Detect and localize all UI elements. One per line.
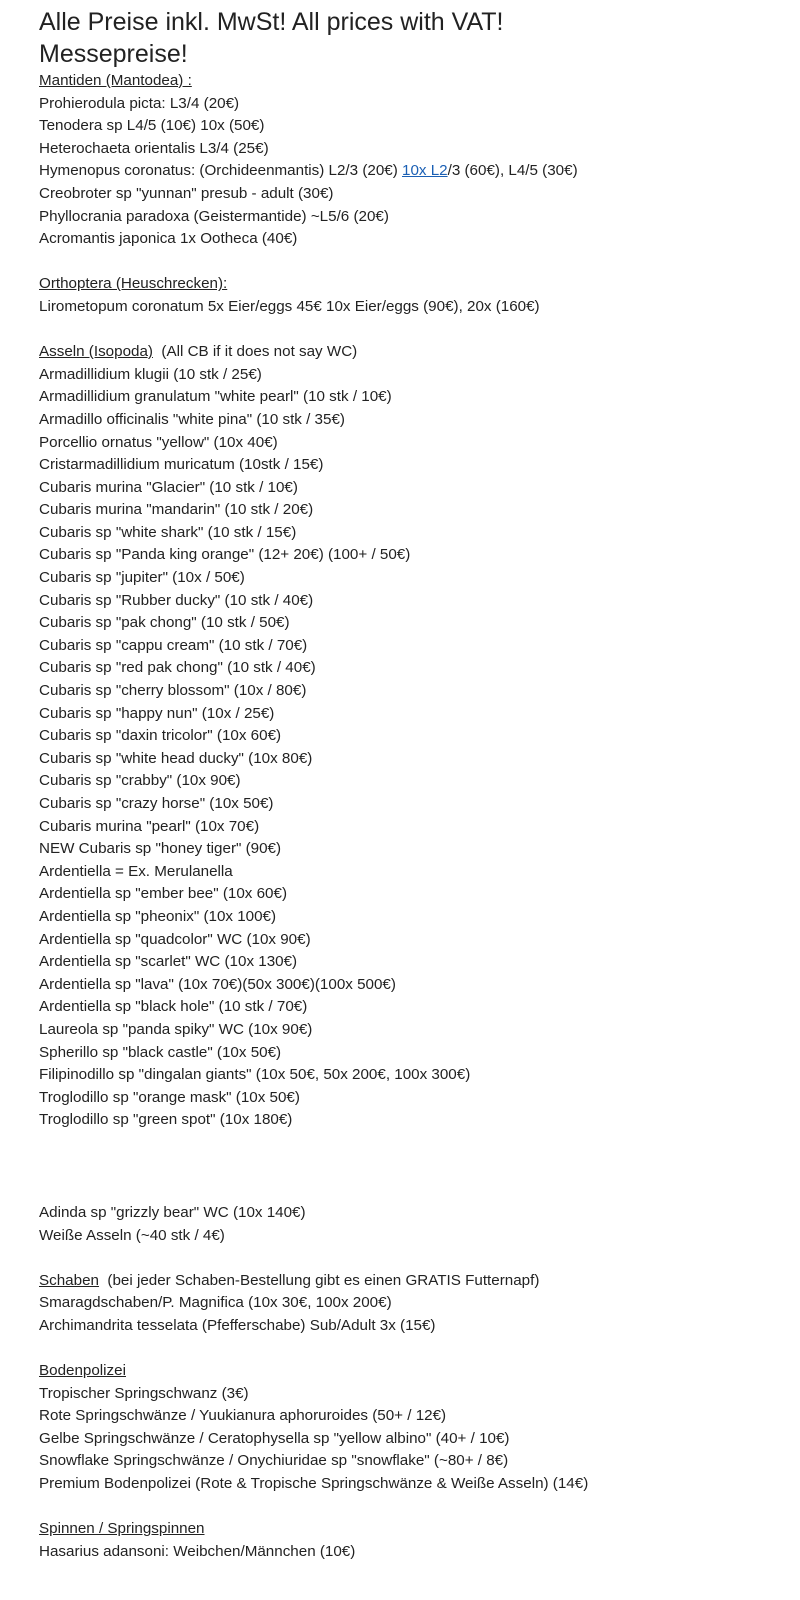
list-item: Cubaris sp "white head ducky" (10x 80€) [39, 749, 313, 767]
list-item: Hasarius adansoni: Weibchen/Männchen (10€) [39, 1542, 356, 1560]
list-item: Acromantis japonica 1x Ootheca (40€) [39, 230, 298, 248]
list-item: Armadillidium granulatum "white pearl" (10 stk / 10€) [39, 388, 392, 406]
list-item: Archimandrita tesselata (Pfefferschabe) Sub/Adult 3x (15€) [39, 1316, 436, 1334]
list-item: Cubaris sp "pak chong" (10 stk / 50€) [39, 614, 290, 632]
list-item: Filipinodillo sp "dingalan giants" (10x 50€, 50x 200€, 100x 300€) [39, 1066, 471, 1084]
list-item: Cubaris murina "Glacier" (10 stk / 10€) [39, 478, 298, 496]
section-roaches [39, 1270, 794, 1338]
list-item: Ardentiella sp "pheonix" (10x 100€) [39, 907, 277, 925]
list-item: Cubaris sp "happy nun" (10x / 25€) [39, 704, 275, 722]
list-item: Ardentiella = Ex. Merulanella [39, 862, 233, 880]
section-heading-roaches: Schaben [39, 1271, 99, 1289]
list-item: Snowflake Springschwänze / Onychiuridae sp "snowflake" (~80+ / 8€) [39, 1452, 509, 1470]
list-item: Smaragdschaben/P. Magnifica (10x 30€, 100x 200€) [39, 1294, 392, 1312]
section-orthoptera [39, 273, 794, 318]
list-item: Cubaris murina "pearl" (10x 70€) [39, 817, 260, 835]
list-item: Tenodera sp L4/5 (10€) 10x (50€) [39, 117, 265, 135]
page-title-vat: Alle Preise inkl. MwSt! All prices with VAT! [39, 8, 504, 36]
list-item: Porcellio ornatus "yellow" (10x 40€) [39, 433, 278, 451]
list-item: Armadillo officinalis "white pina" (10 stk / 35€) [39, 410, 345, 428]
list-item-hymenopus [39, 160, 794, 183]
list-item: Cubaris murina "mandarin" (10 stk / 20€) [39, 501, 314, 519]
spacer [39, 251, 794, 274]
section-heading-cleanup-crew: Bodenpolizei [39, 1362, 126, 1380]
list-item: Adinda sp "grizzly bear" WC (10x 140€) [39, 1203, 306, 1221]
section-note-isopods: (All CB if it does not say WC) [161, 343, 358, 361]
section-mantids [39, 70, 794, 251]
list-item: Armadillidium klugii (10 stk / 25€) [39, 365, 262, 383]
isopod-list [39, 364, 794, 1132]
list-item: Heterochaeta orientalis L3/4 (25€) [39, 139, 269, 157]
list-item: Cubaris sp "cherry blossom" (10x / 80€) [39, 682, 307, 700]
list-item: Weiße Asseln (~40 stk / 4€) [39, 1226, 225, 1244]
list-item: Premium Bodenpolizei (Rote & Tropische Springschwänze & Weiße Asseln) (14€) [39, 1475, 589, 1493]
list-item: Laureola sp "panda spiky" WC (10x 90€) [39, 1020, 313, 1038]
list-item: Phyllocrania paradoxa (Geistermantide) ~L5/6 (20€) [39, 207, 389, 225]
hymenopus-link[interactable]: 10x L2 [402, 162, 448, 180]
list-item: Cubaris sp "jupiter" (10x / 50€) [39, 569, 245, 587]
section-heading-mantids: Mantiden (Mantodea) : [39, 72, 192, 89]
page-title-fair-prices: Messepreise! [39, 40, 188, 68]
spacer [39, 1247, 794, 1270]
list-item: Cubaris sp "crazy horse" (10x 50€) [39, 795, 274, 812]
section-cleanup-crew [39, 1360, 794, 1496]
section-heading-spiders: Spinnen / Springspinnen [39, 1520, 205, 1538]
list-item: Spherillo sp "black castle" (10x 50€) [39, 1043, 282, 1061]
list-item: Ardentiella sp "ember bee" (10x 60€) [39, 885, 288, 903]
list-item: Ardentiella sp "quadcolor" WC (10x 90€) [39, 930, 311, 948]
list-item: Tropischer Springschwanz (3€) [39, 1384, 249, 1402]
list-item: Lirometopum coronatum 5x Eier/eggs 45€ 10x Eier/eggs (90€), 20x (160€) [39, 297, 540, 315]
list-item: Cubaris sp "red pak chong" (10 stk / 40€) [39, 659, 316, 677]
list-item-text: /3 (60€), L4/5 (30€) [447, 162, 578, 180]
list-item: Ardentiella sp "black hole" (10 stk / 70€) [39, 998, 308, 1016]
list-item: Cristarmadillidium muricatum (10stk / 15€) [39, 456, 324, 474]
list-item: Cubaris sp "white shark" (10 stk / 15€) [39, 523, 297, 541]
list-item: Cubaris sp "cappu cream" (10 stk / 70€) [39, 636, 308, 654]
list-item-text: Hymenopus coronatus: (Orchideenmantis) L2/3 (20€) [39, 162, 402, 180]
gap [39, 1132, 794, 1202]
list-item: Cubaris sp "Panda king orange" (12+ 20€) (100+ / 50€) [39, 546, 411, 564]
list-item: Rote Springschwänze / Yuukianura aphoruroides (50+ / 12€) [39, 1407, 447, 1425]
price-list-page [39, 6, 794, 1563]
list-item: Ardentiella sp "scarlet" WC (10x 130€) [39, 953, 298, 971]
spacer [39, 1337, 794, 1360]
list-item: Cubaris sp "crabby" (10x 90€) [39, 772, 241, 790]
section-note-roaches: (bei jeder Schaben-Bestellung gibt es einen GRATIS Futternapf) [107, 1271, 540, 1289]
list-item: Troglodillo sp "orange mask" (10x 50€) [39, 1088, 300, 1106]
list-item: Ardentiella sp "lava" (10x 70€)(50x 300€)(100x 500€) [39, 975, 396, 993]
list-item: Gelbe Springschwänze / Ceratophysella sp "yellow albino" (40+ / 10€) [39, 1429, 510, 1447]
section-isopods [39, 341, 794, 1247]
list-item: Cubaris sp "daxin tricolor" (10x 60€) [39, 727, 282, 745]
spacer [39, 319, 794, 342]
section-heading-isopods: Asseln (Isopoda) [39, 343, 153, 361]
section-spiders [39, 1518, 794, 1563]
list-item: NEW Cubaris sp "honey tiger" (90€) [39, 840, 282, 858]
list-item: Cubaris sp "Rubber ducky" (10 stk / 40€) [39, 591, 314, 609]
spacer [39, 1496, 794, 1519]
section-heading-orthoptera: Orthoptera (Heuschrecken): [39, 275, 228, 293]
section-heading-row-isopods [39, 341, 794, 364]
section-heading-row-roaches [39, 1270, 794, 1293]
list-item: Prohierodula picta: L3/4 (20€) [39, 94, 240, 112]
list-item: Creobroter sp "yunnan" presub - adult (30€) [39, 184, 334, 202]
list-item: Troglodillo sp "green spot" (10x 180€) [39, 1111, 293, 1129]
